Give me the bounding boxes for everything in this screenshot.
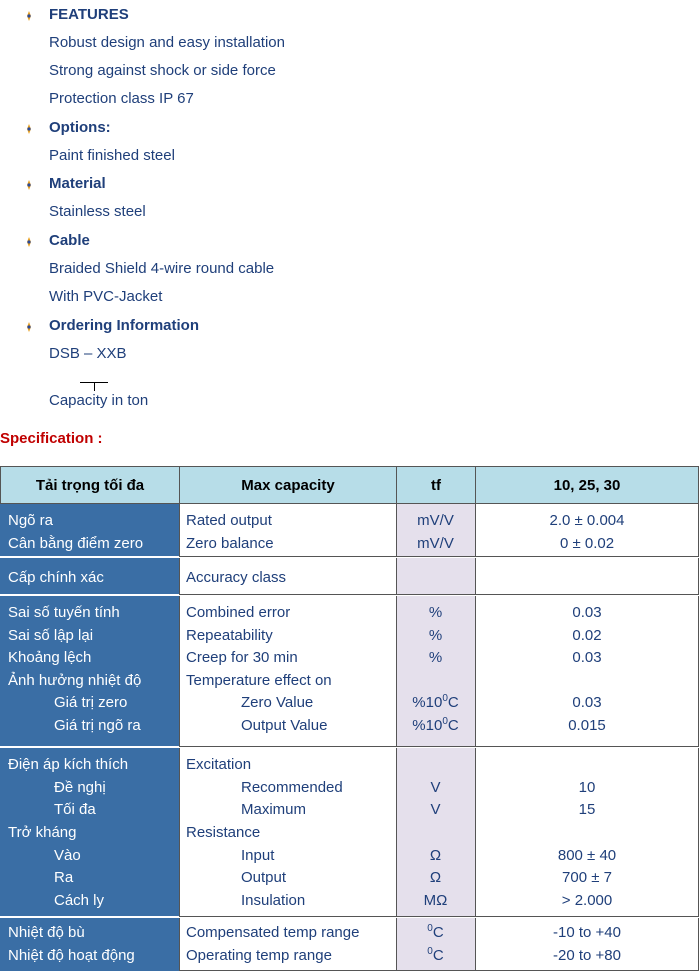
bullet-icon [24,180,34,190]
row-vn: Cấp chính xác [8,569,104,586]
row-vn: Cách ly [54,892,105,909]
row-unit: V [430,779,441,796]
row-value: 0.02 [572,627,602,644]
row-en: Combined error [186,604,291,621]
row-value: 0 ± 0.02 [559,535,615,552]
row-value: 0.03 [572,604,602,621]
row-en: Rated output [186,512,272,529]
group-rule [179,556,699,557]
row-en: Operating temp range [186,947,332,964]
row-vn: Giá trị zero [54,694,128,711]
row-unit: $^0$C [427,946,444,964]
row-unit: Ω [429,847,442,864]
row-unit: % [428,649,443,666]
group-rule [179,916,699,917]
row-en: Zero Value [241,694,314,711]
header-unit: tf [396,466,476,504]
row-unit: % [428,604,443,621]
row-en: Accuracy class [186,569,287,586]
row-vn: Điện áp kích thích [8,756,129,773]
row-value: 0.015 [568,717,606,734]
row-en: Excitation [186,756,252,773]
header-en: Max capacity [179,466,397,504]
row-vn: Giá trị ngõ ra [54,717,141,734]
row-value: 700 ± 7 [562,869,612,886]
row-vn: Cân bằng điểm zero [8,535,144,552]
bullet-icon [24,11,34,21]
row-en: Repeatability [186,627,273,644]
row-value: -10 to +40 [553,924,621,941]
row-unit: V [430,801,441,818]
row-en: Zero balance [186,535,274,552]
row-value: -20 to +80 [553,947,621,964]
bullet-icon [24,237,34,247]
row-unit: $\%10^0C$ [412,716,459,734]
row-value: 2.0 ± 0.004 [549,512,625,529]
row-vn: Vào [54,847,81,864]
row-value: 0.03 [572,649,602,666]
bullet-icon [24,124,34,134]
row-en: Input [241,847,275,864]
row-vn: Ra [54,869,74,886]
row-en: Insulation [241,892,306,909]
row-vn: Sai số tuyến tính [8,604,120,621]
bullet-icon [24,322,34,332]
row-unit: % [428,627,443,644]
group-rule [179,594,699,595]
row-value: > 2.000 [561,892,613,909]
row-value: 800 ± 40 [557,847,617,864]
row-unit: mV/V [417,535,454,552]
row-vn: Khoảng lệch [8,649,92,666]
row-en: Recommended [241,779,343,796]
row-vn: Ngõ ra [8,512,54,529]
row-unit: $^0$C [427,923,444,941]
column-divider [179,504,180,971]
header-value: 10, 25, 30 [475,466,699,504]
row-en: Resistance [186,824,261,841]
row-en: Creep for 30 min [186,649,298,666]
row-value: 15 [578,801,596,818]
row-vn: Tối đa [54,801,96,818]
specification-table [0,466,699,971]
row-vn: Đề nghị [54,779,106,796]
row-unit: $\%10^0C$ [412,693,459,711]
row-vn: Nhiệt độ bù [8,924,85,941]
specification-title: Specification : [0,430,103,447]
row-en: Compensated temp range [186,924,360,941]
group-rule [179,746,699,747]
row-en: Maximum [241,801,307,818]
row-value: 10 [578,779,596,796]
row-unit: mV/V [417,512,454,529]
row-unit: MΩ [423,892,448,909]
row-en: Temperature effect on [186,672,332,689]
row-en: Output Value [241,717,328,734]
row-value: 0.03 [572,694,602,711]
row-unit: Ω [429,869,442,886]
row-en: Output [241,869,287,886]
header-vn: Tải trọng tối đa [0,466,180,504]
row-vn: Sai số lập lại [8,627,94,644]
row-vn: Nhiệt độ hoạt động [8,947,135,964]
row-vn: Ảnh hưởng nhiệt độ [8,672,142,689]
row-vn: Trở kháng [8,824,77,841]
